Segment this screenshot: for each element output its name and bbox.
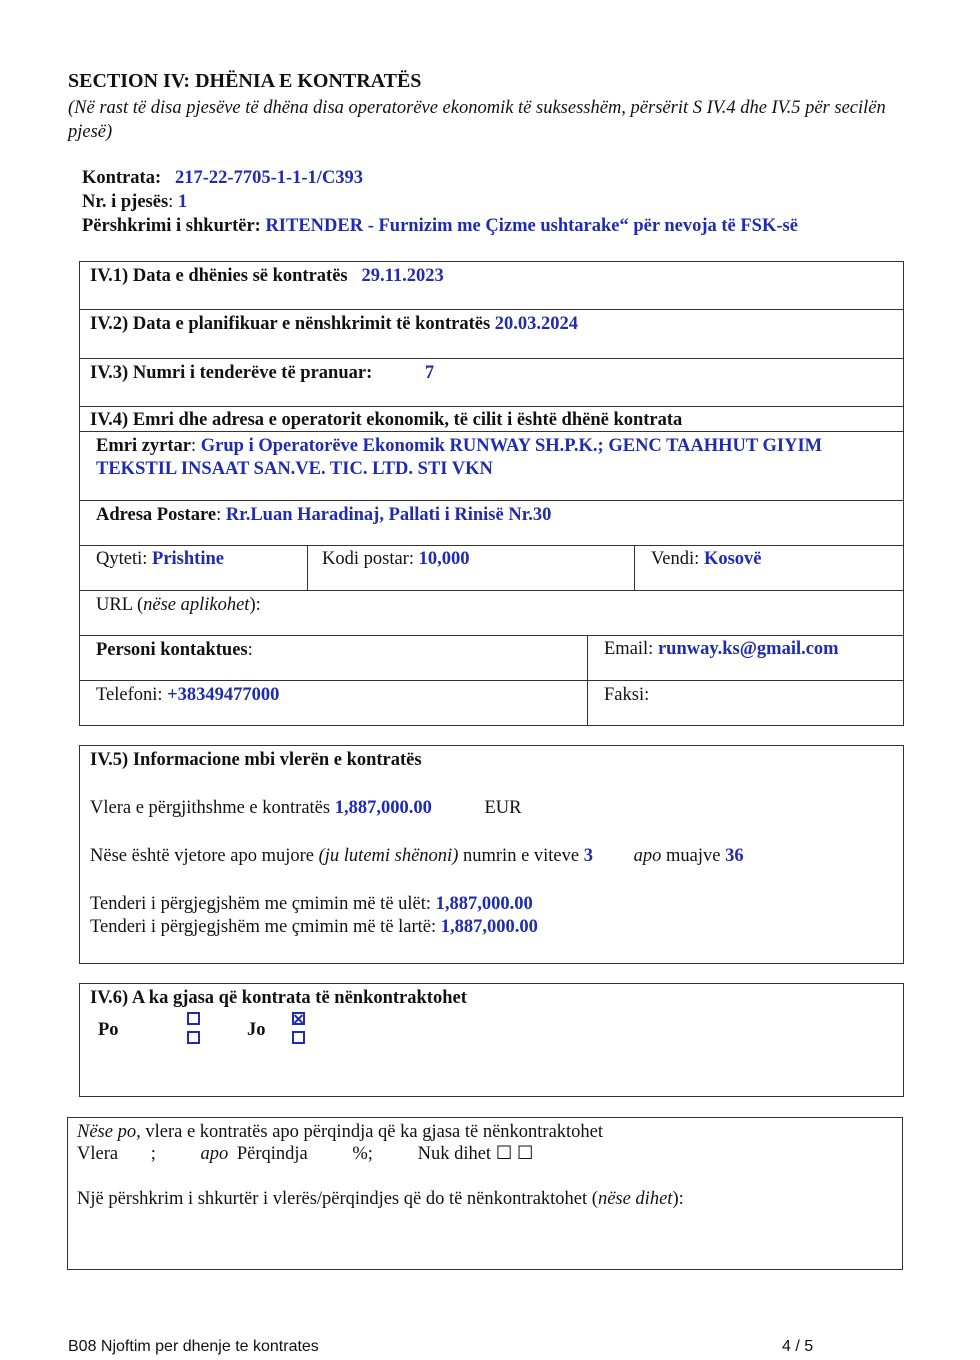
- official-name-row: Emri zyrtar: Grup i Operatorëve Ekonomik RUNWAY SH.P.K.; GENC TAAHHUT GIYIM: [96, 436, 823, 456]
- subcontract-percent-label: Përqindja: [236, 1144, 308, 1164]
- lot-label: Nr. i pjesës: [82, 192, 169, 212]
- total-value-row: [90, 797, 521, 819]
- subcontract-unknown: Nuk dihet: [417, 1144, 492, 1164]
- official-name-label: Emri zyrtar: [96, 436, 192, 456]
- iv4-label: IV.4) Emri dhe adresa e operatorit ekonomik, të cilit i është dhënë kontrata: [90, 410, 683, 430]
- city-label: Qyteti:: [96, 549, 148, 569]
- subcontract-percent: %;: [352, 1144, 373, 1164]
- contract-label: Kontrata:: [82, 168, 162, 188]
- duration-years-label: numrin e viteve: [463, 846, 580, 866]
- lowest-tender-value: 1,887,000.00: [435, 894, 533, 914]
- iv5-label: IV.5) Informacione mbi vlerën e kontratës: [90, 750, 422, 770]
- highest-tender-value: 1,887,000.00: [440, 917, 538, 937]
- official-name-line1: Grup i Operatorëve Ekonomik RUNWAY SH.P.K.; GENC TAAHHUT GIYIM: [200, 436, 823, 456]
- lowest-tender-row: [90, 893, 533, 915]
- email-label: Email:: [604, 639, 654, 659]
- url-label: URL (: [96, 595, 144, 615]
- duration-note: (ju lutemi shënoni): [318, 846, 459, 866]
- postal-address-row: Adresa Postare: Rr.Luan Haradinaj, Pallati i Rinisë Nr.30: [96, 505, 552, 525]
- tender-count: 7: [424, 363, 435, 383]
- description-value: RITENDER - Furnizim me Çizme ushtarake“ për nevoja të FSK-së: [265, 216, 798, 236]
- country-cell: [651, 548, 762, 570]
- duration-text: Nëse është vjetore apo mujore: [90, 846, 314, 866]
- iv1-label: IV.1) Data e dhënies së kontratës: [90, 266, 348, 286]
- contact-person-label: Personi kontaktues: [96, 640, 248, 660]
- subcontract-sep: ;: [150, 1144, 156, 1164]
- duration-months-label: muajve: [665, 846, 721, 866]
- description-label: Përshkrimi i shkurtër:: [82, 216, 261, 236]
- postal-code-value: 10,000: [418, 549, 470, 569]
- url-note: nëse aplikohet: [143, 595, 250, 615]
- phone-value: +38349477000: [167, 685, 280, 705]
- total-value: 1,887,000.00: [334, 798, 432, 818]
- description-row: [82, 214, 798, 238]
- city-value: Prishtine: [152, 549, 224, 569]
- contract-info: [82, 166, 798, 238]
- lot-number: 1: [177, 192, 188, 212]
- postal-address-label: Adresa Postare: [96, 505, 217, 525]
- no-checkbox[interactable]: [292, 1031, 305, 1044]
- section-note: (Në rast të disa pjesëve të dhëna disa operatorëve ekonomik të suksesshëm, përsërit S IV.4 dhe IV.5 për secilën pjesë): [68, 98, 886, 142]
- section-title: SECTION IV: DHËNIA E KONTRATËS: [68, 70, 422, 92]
- email-cell: [604, 638, 839, 660]
- url-row: [96, 594, 261, 616]
- iv2-row: [90, 313, 578, 335]
- yes-label: Po: [98, 1020, 119, 1040]
- highest-tender-label: Tenderi i përgjegjshëm me çmimin më të lartë:: [90, 917, 437, 937]
- subcontract-description-text: Një përshkrim i shkurtër i vlerës/përqindjes që do të nënkontraktohet (: [77, 1189, 598, 1209]
- subcontract-intro: [77, 1121, 603, 1143]
- email-value: runway.ks@gmail.com: [657, 639, 839, 659]
- subcontract-description-row: [77, 1188, 684, 1210]
- url-end: ):: [249, 595, 261, 615]
- iv1-row: [90, 265, 444, 287]
- subcontract-description-end: ):: [672, 1189, 684, 1209]
- yes-checkbox[interactable]: [187, 1031, 200, 1044]
- iv3-label: IV.3) Numri i tenderëve të pranuar:: [90, 363, 373, 383]
- duration-row: [90, 845, 744, 867]
- highest-tender-row: [90, 916, 538, 938]
- signing-date: 20.03.2024: [494, 314, 579, 334]
- contact-person-row: Personi kontaktues:: [96, 640, 253, 660]
- total-value-label: Vlera e përgjithshme e kontratës: [90, 798, 331, 818]
- postal-code-cell: [322, 548, 469, 570]
- city-cell: [96, 548, 224, 570]
- currency: EUR: [484, 798, 522, 818]
- postal-address: Rr.Luan Haradinaj, Pallati i Rinisë Nr.30: [225, 505, 552, 525]
- iv2-label: IV.2) Data e planifikuar e nënshkrimit të kontratës: [90, 314, 491, 334]
- phone-cell: [96, 684, 279, 706]
- country-label: Vendi:: [651, 549, 700, 569]
- subcontract-description-note: nëse dihet: [597, 1189, 673, 1209]
- yes-checkbox-top[interactable]: [187, 1012, 200, 1025]
- postal-code-label: Kodi postar:: [322, 549, 414, 569]
- lowest-tender-label: Tenderi i përgjegjshëm me çmimin më të ulët:: [90, 894, 432, 914]
- country-value: Kosovë: [703, 549, 762, 569]
- subcontract-intro-text: vlera e kontratës apo përqindja që ka gjasa të nënkontraktohet: [145, 1122, 604, 1142]
- footer-form-name: B08 Njoftim per dhenje te kontrates: [68, 1338, 319, 1355]
- no-label: Jo: [247, 1020, 266, 1040]
- no-checkbox-checked[interactable]: [292, 1012, 305, 1025]
- phone-label: Telefoni:: [96, 685, 163, 705]
- subcontract-value-label: Vlera: [77, 1144, 119, 1164]
- fax-label: Faksi:: [604, 685, 650, 705]
- award-date: 29.11.2023: [361, 266, 444, 286]
- footer-page-number: 4 / 5: [782, 1338, 814, 1355]
- contract-number-row: [82, 166, 798, 190]
- duration-years: 3: [583, 846, 593, 866]
- contract-number: 217-22-7705-1-1-1/C393: [175, 168, 364, 188]
- subcontract-or: apo: [200, 1144, 229, 1164]
- duration-months: 36: [725, 846, 744, 866]
- iv6-label: IV.6) A ka gjasa që kontrata të nënkontraktohet: [90, 988, 467, 1008]
- iv3-row: [90, 362, 434, 384]
- lot-number-row: Nr. i pjesës: 1: [82, 192, 188, 212]
- subcontract-values-row: [77, 1143, 533, 1165]
- subcontract-if-yes: Nëse po,: [77, 1122, 141, 1142]
- subcontract-unknown-checkboxes[interactable]: ☐ ☐: [495, 1144, 534, 1164]
- duration-or: apo: [633, 846, 662, 866]
- official-name-line2: TEKSTIL INSAAT SAN.VE. TIC. LTD. STI VKN: [96, 459, 493, 479]
